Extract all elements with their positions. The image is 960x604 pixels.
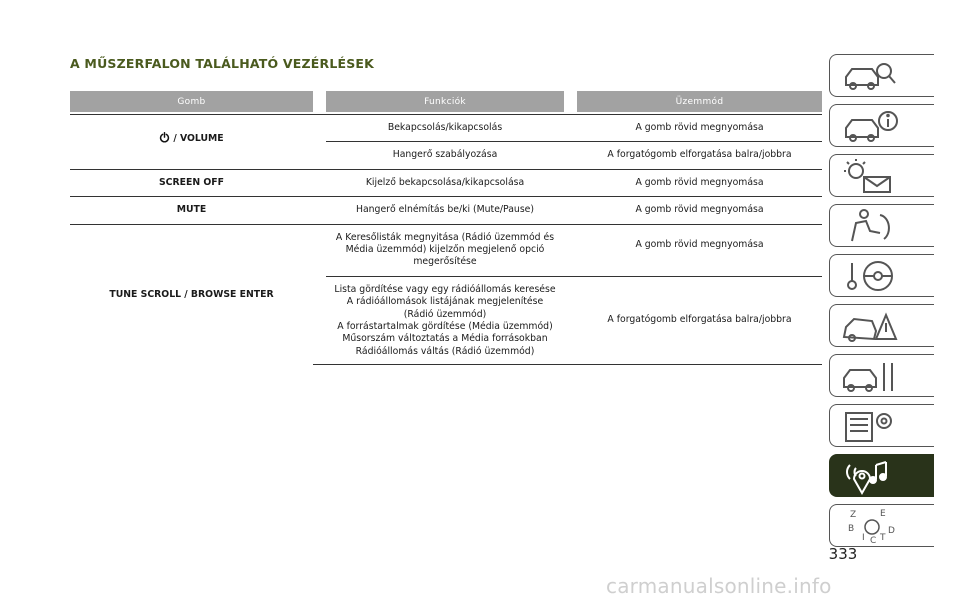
- mode-cell: A forgatógomb elforgatása balra/jobbra: [577, 141, 822, 168]
- controls-table: [70, 91, 822, 365]
- tab-index[interactable]: [829, 504, 934, 547]
- key-tune-scroll: TUNE SCROLL / BROWSE ENTER: [70, 224, 313, 366]
- svg-text:B: B: [848, 524, 855, 534]
- function-cell: Hangerő szabályozása: [326, 141, 564, 168]
- function-cell: Kijelző bekapcsolása/kikapcsolása: [326, 169, 564, 196]
- table-header-row: [70, 91, 822, 114]
- function-cell: Lista gördítése vagy egy rádióállomás keresése A rádióállomások listájának megjelenítése (Rádió üzemmód) A forrástartalmak gördítése (Média üzemmód) Műsorszám változtatás a Média forrásokban Rádióállomás váltás (Rádió üzemmód): [326, 276, 564, 365]
- watermark-text: carmanualsonline.info: [606, 574, 832, 598]
- svg-text:I: I: [862, 533, 865, 543]
- svg-text:Z: Z: [850, 510, 857, 520]
- airbag-seat-icon: [840, 207, 900, 245]
- table-row: [70, 224, 822, 276]
- tab-warning-lights[interactable]: [829, 154, 934, 197]
- table-row: [70, 196, 822, 223]
- function-cell: A Keresőlisták megnyitása (Rádió üzemmód és Média üzemmód) kijelzőn megjelenő opció megerősítése: [326, 224, 564, 276]
- key-screen-off: SCREEN OFF: [70, 169, 313, 196]
- tab-multimedia[interactable]: [829, 454, 934, 497]
- header-uzemmod: Üzemmód: [577, 91, 822, 114]
- specifications-gear-icon: [840, 407, 900, 445]
- mode-cell: A gomb rövid megnyomása: [577, 169, 822, 196]
- mode-cell: A gomb rövid megnyomása: [577, 196, 822, 223]
- svg-text:E: E: [880, 509, 886, 519]
- mode-cell: A gomb rövid megnyomása: [577, 114, 822, 141]
- svg-text:T: T: [880, 533, 886, 543]
- table-row: [70, 169, 822, 196]
- key-mute: MUTE: [70, 196, 313, 223]
- header-gomb: Gomb: [70, 91, 313, 114]
- header-funkciok: Funkciók: [326, 91, 564, 114]
- car-info-icon: [840, 107, 900, 145]
- key-steering-wheel-icon: [840, 257, 900, 295]
- svg-text:C: C: [870, 536, 877, 545]
- car-breakdown-icon: [840, 307, 900, 345]
- page-title: A MŰSZERFALON TALÁLHATÓ VEZÉRLÉSEK: [70, 56, 375, 71]
- tab-service[interactable]: [829, 354, 934, 397]
- function-cell: Bekapcsolás/kikapcsolás: [326, 114, 564, 141]
- multimedia-music-icon: [840, 457, 900, 495]
- car-search-icon: [840, 57, 900, 95]
- index-letters-icon: [840, 507, 900, 545]
- key-volume: / VOLUME: [70, 114, 313, 169]
- page-number: 333: [828, 545, 858, 563]
- car-service-tools-icon: [840, 357, 900, 395]
- mode-cell: A gomb rövid megnyomása: [577, 224, 822, 276]
- tab-technical-data[interactable]: [829, 404, 934, 447]
- mode-cell: A forgatógomb elforgatása balra/jobbra: [577, 276, 822, 365]
- svg-text:D: D: [888, 526, 895, 536]
- tab-safety[interactable]: [829, 204, 934, 247]
- tab-car-info[interactable]: [829, 104, 934, 147]
- tab-starting-driving[interactable]: [829, 254, 934, 297]
- warning-light-message-icon: [840, 157, 900, 195]
- power-icon: [159, 132, 170, 143]
- function-cell: Hangerő elnémítás be/ki (Mute/Pause): [326, 196, 564, 223]
- tab-car-search[interactable]: [829, 54, 934, 97]
- table-row: [70, 114, 822, 141]
- tab-emergency[interactable]: [829, 304, 934, 347]
